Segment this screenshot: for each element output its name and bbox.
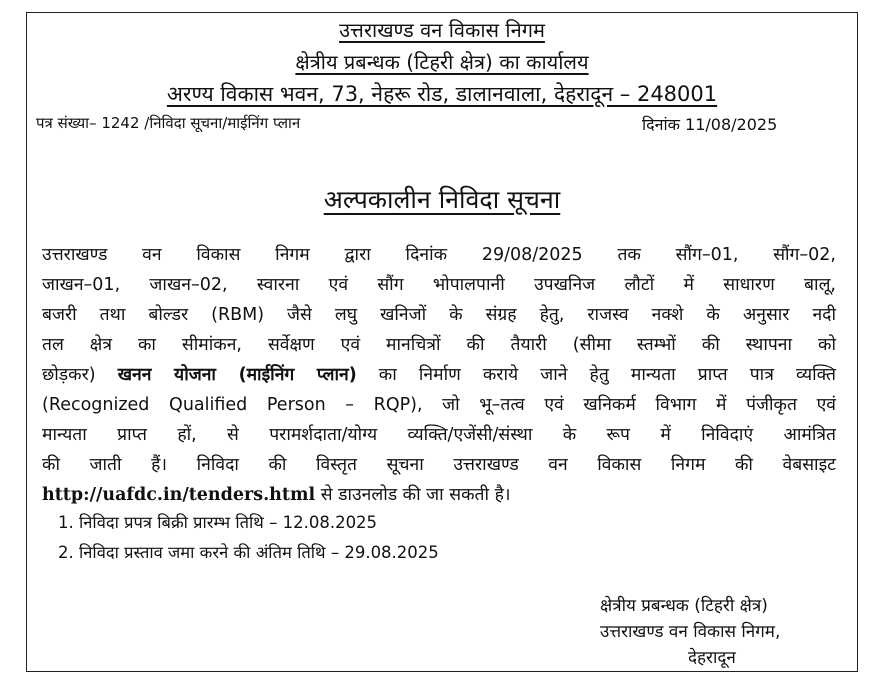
- body-line-4: तल क्षेत्र का सीमांकन, सर्वेक्षण एवं मानचित्रों की तैयारी (सीमा स्तम्भों की स्थापना को: [42, 335, 836, 355]
- organization-name: उत्तराखण्ड वन विकास निगम: [339, 18, 545, 42]
- body-line-9-end: से डाउनलोड की जा सकती है।: [320, 485, 511, 505]
- tenders-url[interactable]: http://uafdc.in/tenders.html: [42, 485, 316, 505]
- signature-organization: उत्तराखण्ड वन विकास निगम,: [600, 622, 781, 642]
- body-line-1: उत्तराखण्ड वन विकास निगम द्वारा दिनांक 29/08/2025 तक सौंग–01, सौंग–02,: [42, 245, 836, 265]
- notice-title: अल्पकालीन निविदा सूचना: [323, 185, 561, 214]
- body-line-2: जाखन–01, जाखन–02, स्वारना एवं सौंग भोपालपानी उपखनिज लौटों में साधारण बालू,: [42, 275, 836, 295]
- body-line-5-start: छोड़कर): [42, 365, 96, 385]
- body-line-7: मान्यता प्राप्त हों, से परामर्शदाता/योग्य व्यक्ति/एजेंसी/संस्था के रूप में निविदाएं आमंत्रित: [42, 425, 836, 445]
- body-line-3: बजरी तथा बोल्डर (RBM) जैसे लघु खनिजों के संग्रह हेतु, राजस्व नक्शे के अनुसार नदी: [42, 305, 836, 325]
- office-name: क्षेत्रीय प्रबन्धक (टिहरी क्षेत्र) का कार्यालय: [295, 50, 589, 74]
- signature-designation: क्षेत्रीय प्रबन्धक (टिहरी क्षेत्र): [600, 596, 768, 616]
- body-line-9: [42, 482, 511, 506]
- letter-date: दिनांक 11/08/2025: [642, 115, 778, 134]
- body-line-5-end: का निर्माण कराये जाने हेतु मान्यता प्राप्त पात्र व्यक्ति: [378, 365, 836, 385]
- list-item-1: 1. निविदा प्रपत्र बिक्री प्रारम्भ तिथि – 12.08.2025: [58, 513, 378, 532]
- office-address: अरण्य विकास भवन, 73, नेहरू रोड, डालानवाला, देहरादून – 248001: [166, 82, 718, 106]
- list-item-2: 2. निविदा प्रस्ताव जमा करने की अंतिम तिथि – 29.08.2025: [58, 543, 439, 562]
- signature-place: देहरादून: [688, 648, 736, 668]
- letter-number: पत्र संख्या– 1242 /निविदा सूचना/माईनिंग प्लान: [36, 114, 301, 132]
- mining-plan-bold: खनन योजना (माईनिंग प्लान): [117, 365, 357, 385]
- body-line-6: (Recognized Qualified Person – RQP), जो भू–तत्व एवं खनिकर्म विभाग में पंजीकृत एवं: [42, 395, 836, 415]
- body-line-8: की जाती हैं। निविदा की विस्तृत सूचना उत्तराखण्ड वन विकास निगम की वेबसाइट: [42, 455, 836, 475]
- body-line-5: [42, 362, 836, 386]
